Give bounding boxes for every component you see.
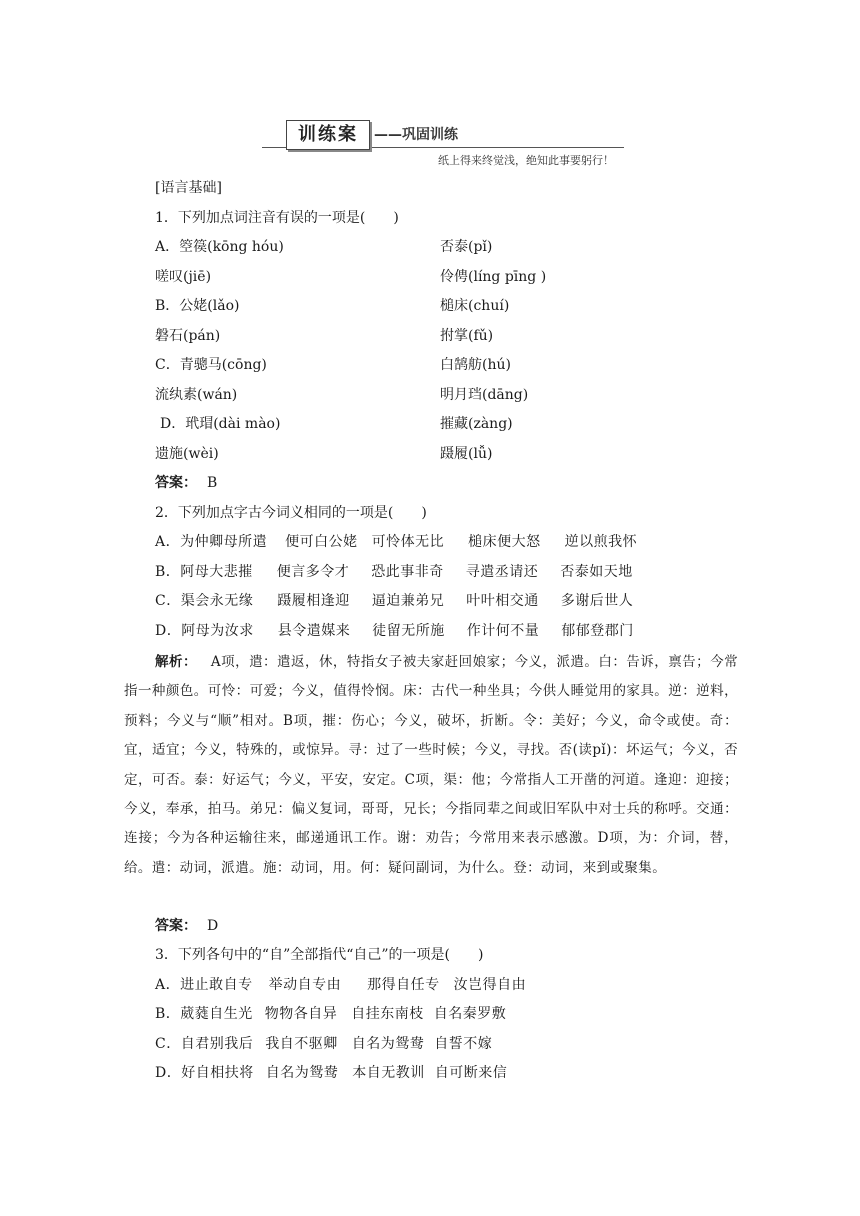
q3-b-4: 自名秦罗敷 xyxy=(433,1006,507,1022)
banner-badge: 训练案 xyxy=(286,120,370,150)
q2-stem: 2．下列加点字古今词义相同的一项是( ) xyxy=(155,505,427,521)
q3-option-d xyxy=(155,1063,507,1083)
q1-row-5-right: 白鹄舫(hú) xyxy=(440,357,511,373)
q2-c-1: C．渠会永无缘 xyxy=(155,593,254,609)
q2-analysis-label: 解析： xyxy=(155,654,197,670)
q3-option-c xyxy=(155,1034,492,1054)
q2-b-5: 否泰如天地 xyxy=(560,564,633,580)
q2-a-3: 可怜体无比 xyxy=(371,534,445,550)
q2-d-2: 县令遣媒来 xyxy=(277,623,351,639)
q2-b-4: 寻遣丞请还 xyxy=(465,564,539,580)
q2-option-b xyxy=(155,562,633,582)
q1-row-2-right: 伶俜(líng pīng ) xyxy=(440,269,547,285)
q3-c-4: 自誓不嫁 xyxy=(434,1036,493,1052)
q2-answer-value: D xyxy=(207,918,219,934)
q1-row-6-left: 流纨素(wán) xyxy=(155,387,238,403)
q1-row-6-right: 明月珰(dāng) xyxy=(440,387,529,403)
q3-d-3: 本自无教训 xyxy=(352,1065,425,1081)
q2-option-c xyxy=(155,591,633,611)
q1-answer-label: 答案： xyxy=(155,475,197,491)
q1-row-3-right: 槌床(chuí) xyxy=(440,298,510,314)
q1-row-8-left: 遗施(wèi) xyxy=(155,446,219,462)
section-banner xyxy=(262,118,628,168)
q2-b-1: B．阿母大悲摧 xyxy=(155,564,253,580)
q3-d-2: 自名为鸳鸯 xyxy=(265,1065,339,1081)
q2-d-4: 作计何不量 xyxy=(466,623,540,639)
q3-a-3: 那得自任专 xyxy=(367,977,440,993)
q2-b-2: 便言多令才 xyxy=(276,564,350,580)
q3-b-2: 物物各自异 xyxy=(264,1006,338,1022)
q2-a-2: 便可白公姥 xyxy=(285,534,358,550)
q1-row-7-left: D．玳瑁(dài mào) xyxy=(160,416,281,432)
q2-a-5: 逆以煎我怀 xyxy=(564,534,638,550)
q2-analysis xyxy=(124,648,738,883)
q2-d-3: 徒留无所施 xyxy=(372,623,445,639)
q1-answer-value: B xyxy=(207,475,218,491)
q3-c-2: 我自不驱卿 xyxy=(265,1036,338,1052)
q2-answer-label: 答案： xyxy=(155,918,197,934)
q1-stem: 1．下列加点词注音有误的一项是( ) xyxy=(155,210,399,226)
q1-row-7-right: 摧藏(zàng) xyxy=(440,416,513,432)
q2-c-5: 多谢后世人 xyxy=(560,593,634,609)
q2-answer xyxy=(155,916,218,936)
q2-c-2: 蹑履相逢迎 xyxy=(277,593,350,609)
q3-a-4: 汝岂得自由 xyxy=(453,977,527,993)
banner-subtitle: ——巩固训练 xyxy=(374,127,458,143)
q3-option-a xyxy=(155,975,526,995)
q3-a-1: A．进止敢自专 xyxy=(155,977,253,993)
q1-row-5-left: C．青骢马(cōng) xyxy=(155,357,267,373)
q2-option-a xyxy=(155,532,637,552)
q3-b-3: 自挂东南枝 xyxy=(351,1006,424,1022)
q2-a-4: 槌床便大怒 xyxy=(468,534,541,550)
q2-b-3: 恐此事非奇 xyxy=(371,564,444,580)
q2-analysis-text: A项，遣：遣返，休，特指女子被夫家赶回娘家；今义，派遣。白：告诉，禀告；今常指一种颜色。可怜：可爱；今义，值得怜悯。床：古代一种坐具；今供人睡觉用的家具。逆：逆料，预料；今义与“顺”相对。B项，摧：伤心；今义，破坏，折断。令：美好；今义，命令或使。奇：宜，适宜；今义，特殊的，或惊异。寻：过了一些时候；今义，寻找。否(读pǐ)：坏运气；今义，否定，可否。泰：好运气；今义，平安，安定。C项，渠：他；今常指人工开凿的河道。逢迎：迎接；今义，奉承，拍马。弟兄：偏义复词，哥哥，兄长；今指同辈之间或旧军队中对士兵的称呼。交通：连接；今为各种运输往来，邮递通讯工作。谢：劝告；今常用来表示感激。D项，为：介词，替，给。遣：动词，派遣。施：动词，用。何：疑问副词，为什么。登：动词，来到或聚集。 xyxy=(124,654,739,876)
q3-d-4: 自可断来信 xyxy=(434,1065,508,1081)
q1-answer xyxy=(155,473,217,493)
q1-row-1-left: A．箜篌(kōng hóu) xyxy=(155,239,284,255)
q1-row-4-right: 拊掌(fǔ) xyxy=(440,328,494,344)
q1-row-4-left: 磐石(pán) xyxy=(155,328,221,344)
q1-row-1-right: 否泰(pǐ) xyxy=(440,239,493,255)
q3-a-2: 举动自专由 xyxy=(268,977,342,993)
q2-d-5: 郁郁登郡门 xyxy=(561,623,634,639)
q1-row-3-left: B．公姥(lǎo) xyxy=(155,298,240,314)
q3-c-3: 自名为鸳鸯 xyxy=(351,1036,425,1052)
q1-row-2-left: 嗟叹(jiē) xyxy=(155,269,212,285)
banner-motto: 纸上得来终觉浅，绝知此事要躬行！ xyxy=(438,154,614,167)
q3-c-1: C．自君别我后 xyxy=(155,1036,254,1052)
q3-b-1: B．葳蕤自生光 xyxy=(155,1006,253,1022)
q3-option-b xyxy=(155,1004,506,1024)
q2-d-1: D．阿母为汝求 xyxy=(155,623,254,639)
section-title: [语言基础] xyxy=(155,180,222,196)
q2-option-d xyxy=(155,621,634,641)
q2-a-1: A．为仲卿母所遣 xyxy=(155,534,268,550)
q3-stem: 3．下列各句中的“自”全部指代“自己”的一项是( ) xyxy=(155,947,484,963)
q2-c-3: 逼迫兼弟兄 xyxy=(371,593,445,609)
q2-c-4: 叶叶相交通 xyxy=(466,593,539,609)
q3-d-1: D．好自相扶将 xyxy=(155,1065,254,1081)
q1-row-8-right: 蹑履(lǚ) xyxy=(440,446,493,462)
